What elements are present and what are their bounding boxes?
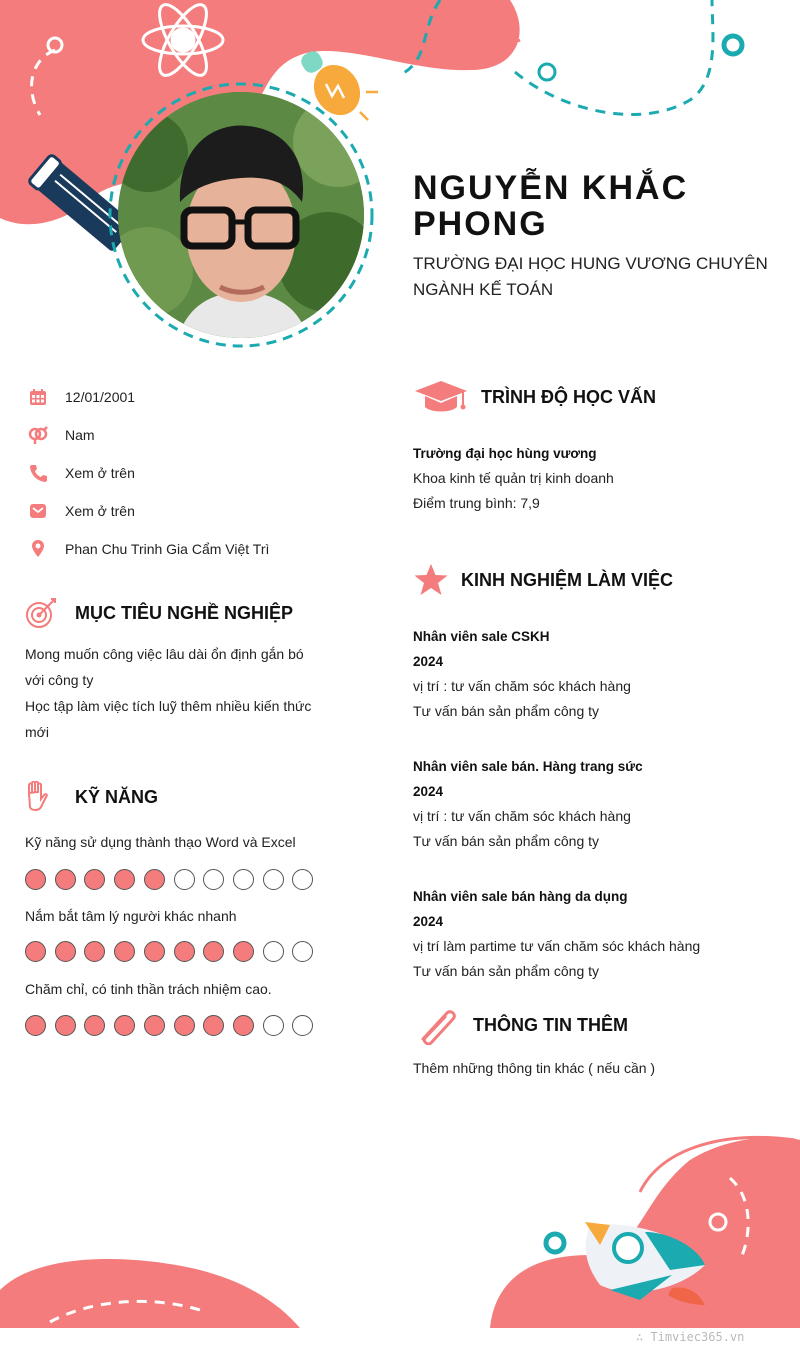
profile-photo-frame [108, 82, 374, 348]
skill-label: Kỹ năng sử dụng thành thạo Word và Excel [25, 834, 296, 850]
graduation-cap-icon [413, 379, 469, 415]
rating-dot-filled [25, 941, 46, 962]
extra-text: Thêm những thông tin khác ( nếu cần ) [413, 1060, 656, 1076]
skill-label: Nắm bắt tâm lý người khác nhanh [25, 908, 237, 924]
gender-value: Nam [65, 427, 95, 443]
hand-icon [25, 781, 49, 813]
job-role: vị trí : tư vấn chăm sóc khách hàng [413, 808, 631, 824]
rating-dot-filled [144, 941, 165, 962]
rating-dot-filled [25, 1015, 46, 1036]
job-position: Nhân viên sale bán. Hàng trang sức [413, 759, 643, 774]
skill-rating [25, 941, 325, 963]
rating-dot-empty [263, 941, 284, 962]
contact-email [28, 499, 358, 523]
phone-value: Xem ở trên [65, 465, 135, 481]
address-value: Phan Chu Trinh Gia Cẩm Việt Trì [65, 541, 270, 557]
education-title: TRÌNH ĐỘ HỌC VẤN [481, 386, 656, 407]
job-entry [413, 754, 783, 854]
rating-dot-filled [84, 941, 105, 962]
education-faculty: Khoa kinh tế quản trị kinh doanh [413, 470, 614, 486]
paperclip-icon [413, 1005, 459, 1045]
rating-dot-empty [203, 869, 224, 890]
job-year: 2024 [413, 914, 444, 929]
job-year: 2024 [413, 654, 444, 669]
education-details [413, 441, 783, 516]
job-role: vị trí làm partime tư vấn chăm sóc khách hàng [413, 938, 701, 954]
skills-heading [25, 781, 158, 813]
job-description: Tư vấn bán sản phẩm công ty [413, 963, 600, 979]
objective-text: Mong muốn công việc lâu dài ổn định gắn bó với công ty Học tập làm việc tích luỹ thêm nhiều kiến thức mới [25, 646, 312, 740]
rating-dot-filled [174, 941, 195, 962]
job-role: vị trí : tư vấn chăm sóc khách hàng [413, 678, 631, 694]
watermark-text: Timviec365.vn [650, 1330, 745, 1344]
rating-dot-filled [233, 1015, 254, 1036]
gender-icon [28, 425, 48, 445]
rating-dot-filled [233, 941, 254, 962]
rating-dot-empty [292, 869, 313, 890]
rating-dot-empty [263, 869, 284, 890]
rating-dot-filled [55, 1015, 76, 1036]
contact-gender [28, 423, 358, 447]
rating-dot-empty [174, 869, 195, 890]
skill-rating [25, 1015, 325, 1037]
rating-dot-empty [233, 869, 254, 890]
extra-heading [413, 1005, 628, 1045]
profile-photo [118, 92, 364, 338]
job-year: 2024 [413, 784, 444, 799]
email-icon [28, 501, 48, 521]
rating-dot-filled [84, 1015, 105, 1036]
rating-dot-filled [55, 941, 76, 962]
contact-address [28, 537, 358, 561]
education-school: Trường đại học hùng vương [413, 446, 597, 461]
calendar-icon [28, 387, 48, 407]
birthday-value: 12/01/2001 [65, 389, 136, 405]
rating-dot-filled [203, 941, 224, 962]
experience-title: KINH NGHIỆM LÀM VIỆC [461, 569, 674, 590]
experience-heading [413, 563, 673, 597]
job-entry [413, 624, 783, 724]
job-position: Nhân viên sale CSKH [413, 629, 550, 644]
target-icon [25, 597, 57, 629]
education-heading [413, 379, 656, 415]
rating-dot-filled [144, 869, 165, 890]
rating-dot-filled [84, 869, 105, 890]
star-icon [413, 563, 449, 597]
education-gpa: Điểm trung bình: 7,9 [413, 495, 540, 511]
candidate-name: NGUYỄN KHẮC PHONG [413, 169, 689, 243]
skill-label: Chăm chỉ, có tinh thần trách nhiệm cao. [25, 981, 272, 997]
candidate-subtitle: TRƯỜNG ĐẠI HỌC HUNG VƯƠNG CHUYÊN NGÀNH KẾ TOÁN [413, 254, 768, 299]
rating-dot-filled [114, 941, 135, 962]
rating-dot-empty [292, 941, 313, 962]
rating-dot-filled [144, 1015, 165, 1036]
location-pin-icon [28, 539, 48, 559]
contact-birthday [28, 385, 358, 409]
job-description: Tư vấn bán sản phẩm công ty [413, 703, 600, 719]
rating-dot-filled [114, 869, 135, 890]
extra-title: THÔNG TIN THÊM [473, 1014, 628, 1035]
watermark: ∴ Timviec365.vn [636, 1330, 745, 1344]
rating-dot-empty [263, 1015, 284, 1036]
skill-rating [25, 869, 325, 891]
skills-title: KỸ NĂNG [75, 786, 159, 807]
rating-dot-filled [55, 869, 76, 890]
job-position: Nhân viên sale bán hàng da dụng [413, 889, 628, 904]
objective-heading [25, 597, 293, 629]
rating-dot-filled [203, 1015, 224, 1036]
rating-dot-filled [174, 1015, 195, 1036]
phone-icon [28, 463, 48, 483]
objective-title: MỤC TIÊU NGHỀ NGHIỆP [75, 602, 294, 623]
rating-dot-empty [292, 1015, 313, 1036]
rating-dot-filled [25, 869, 46, 890]
email-value: Xem ở trên [65, 503, 135, 519]
job-description: Tư vấn bán sản phẩm công ty [413, 833, 600, 849]
rating-dot-filled [114, 1015, 135, 1036]
job-entry [413, 884, 783, 984]
contact-phone [28, 461, 358, 485]
